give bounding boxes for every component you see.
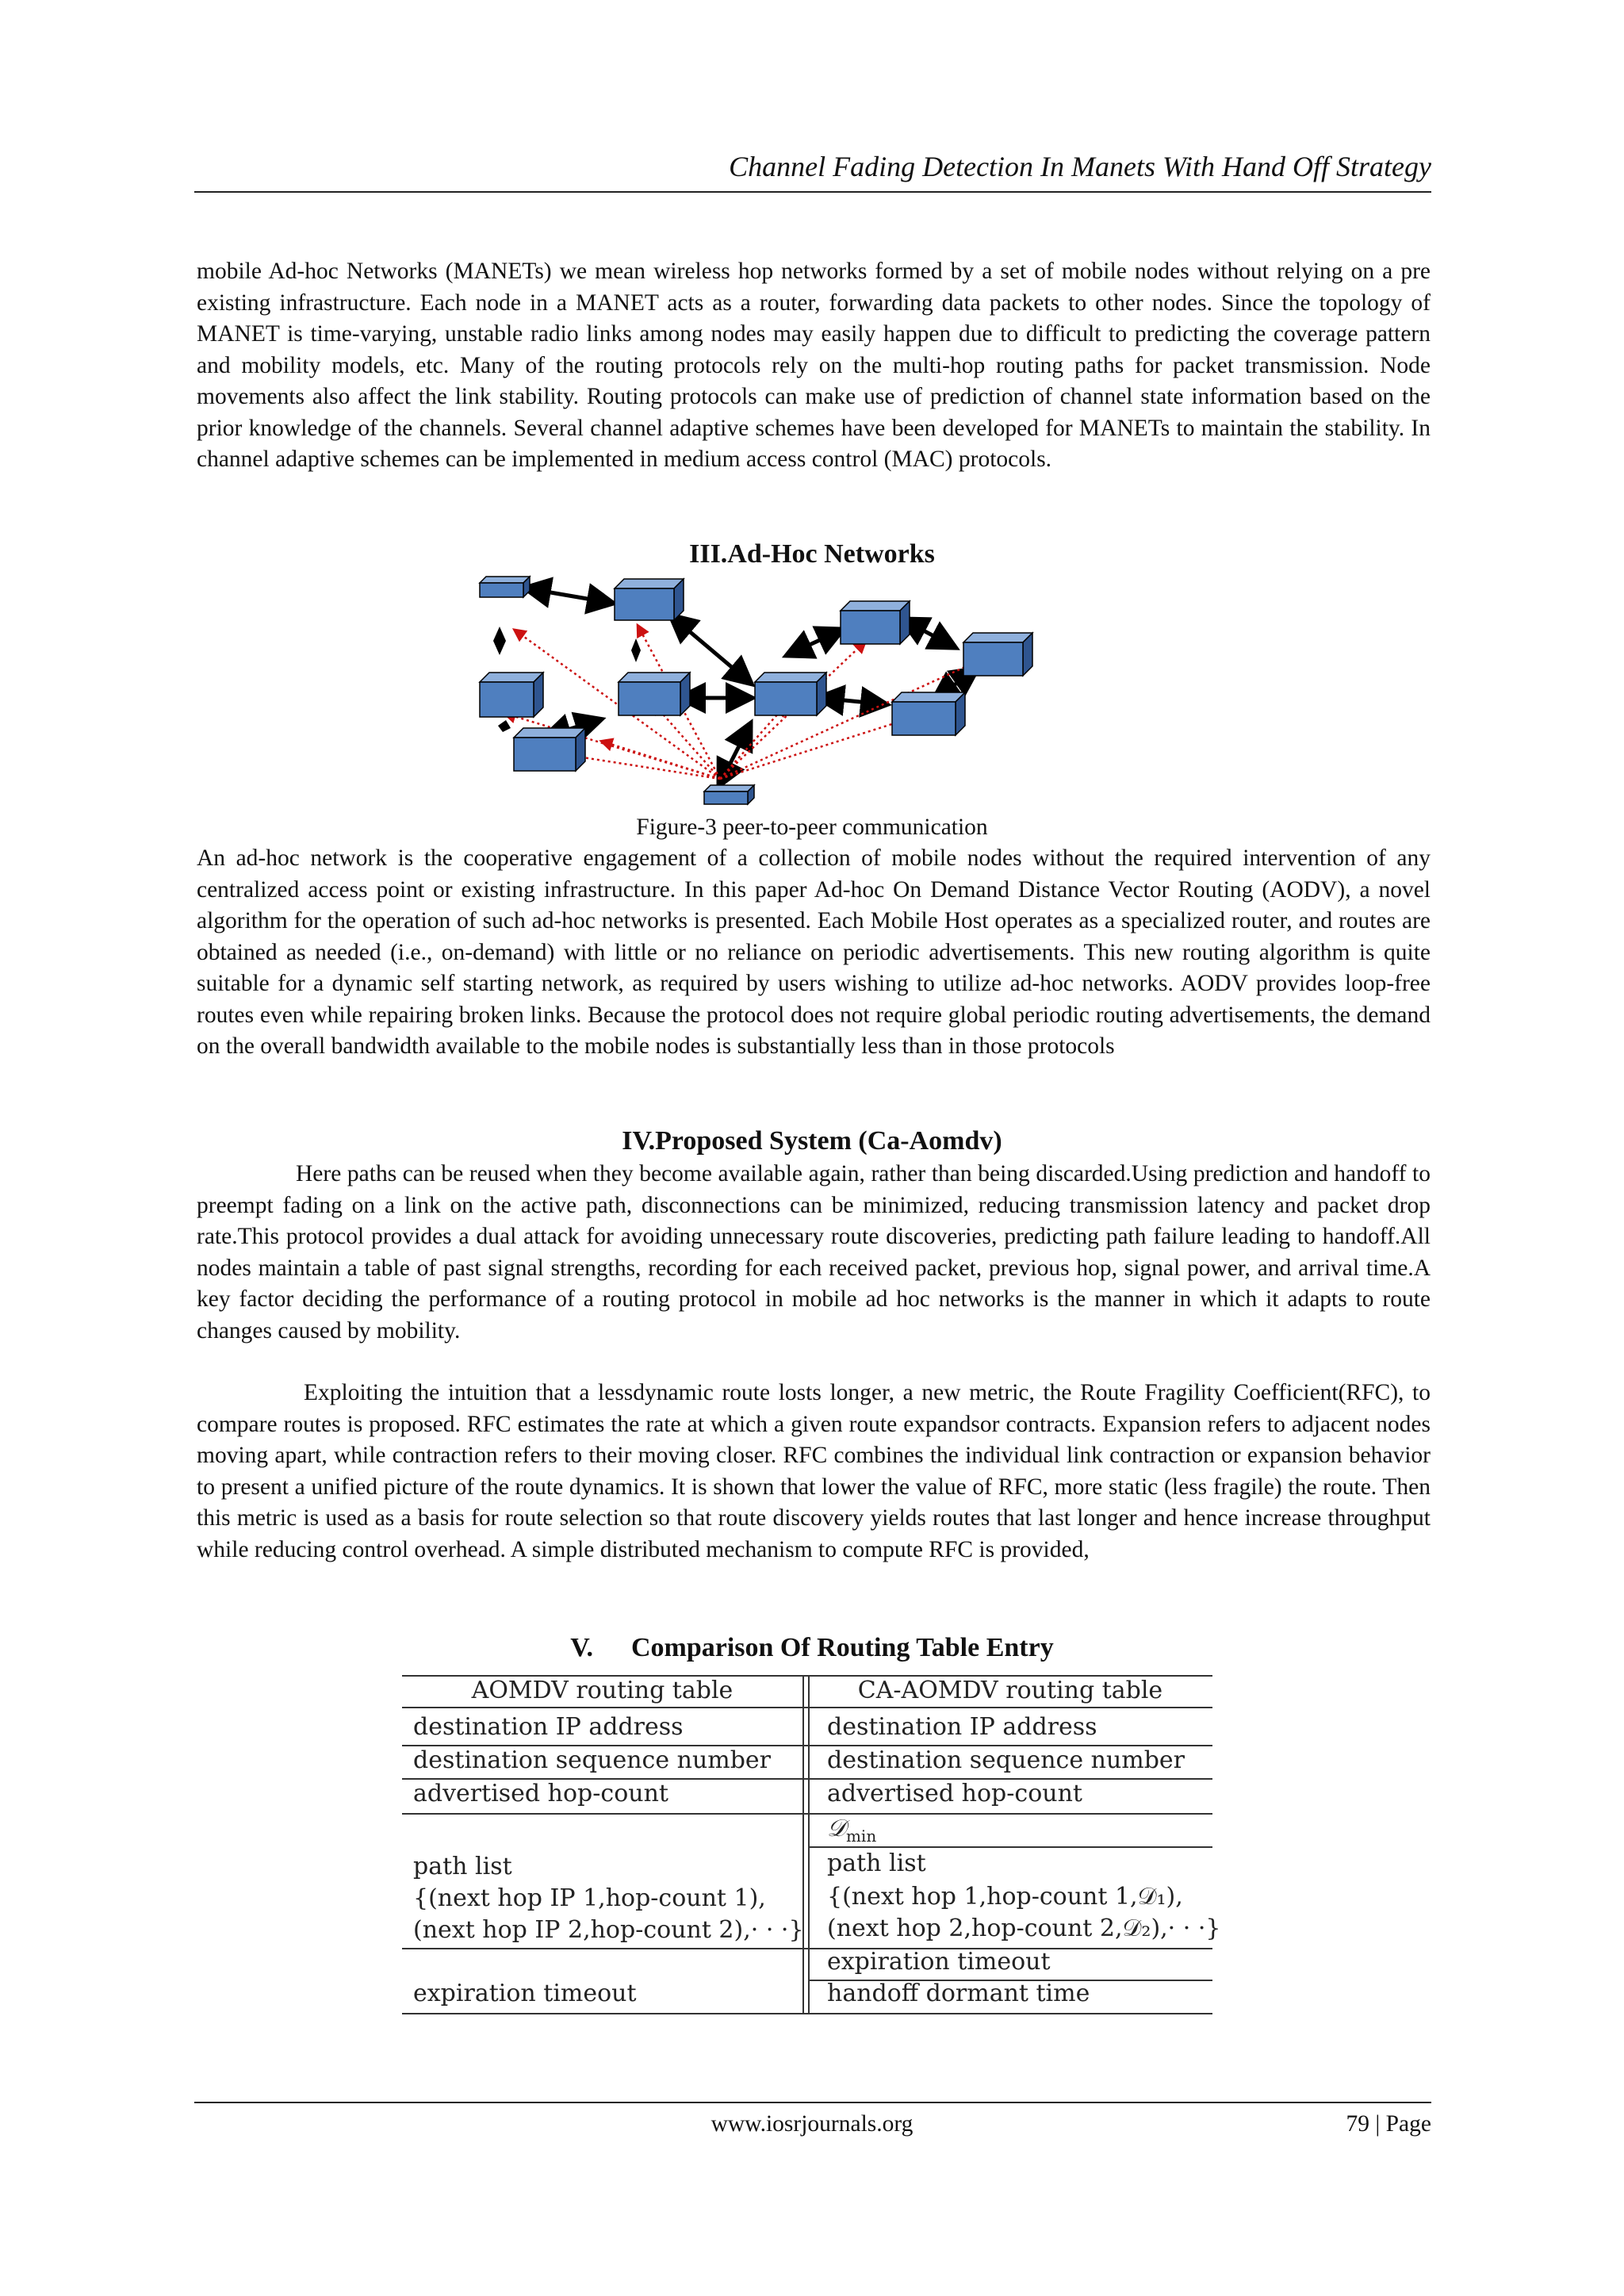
node-center-left bbox=[619, 673, 690, 715]
node-right bbox=[892, 692, 965, 735]
left-cell-dest-seq: destination sequence number bbox=[413, 1746, 772, 1774]
paragraph-proposed-1: Here paths can be reused when they become available again, rather than being discarded.Using prediction and handoff to preempt fading on a link on the active path, disconnections can be minimized, reducing transmission latency and packet drop rate.This protocol provides a dual attack for avoiding unnecessary route discoveries, predicting path failure leading to handoff.All nodes maintain a table of past signal strengths, recording for each received packet, previous hop, signal power, and arrival time.A key factor deciding the performance of a routing protocol in mobile ad hoc networks is the manner in which it adapts to route changes caused by mobility. bbox=[197, 1161, 1431, 1343]
link-center-to-right bbox=[821, 698, 884, 704]
left-cell-expiration: expiration timeout bbox=[413, 1980, 637, 2007]
right-cell-dest-seq: destination sequence number bbox=[827, 1746, 1185, 1774]
paragraph-adhoc: An ad-hoc network is the cooperative engagement of a collection of mobile nodes without the required intervention of any centralized access point or existing infrastructure. In this paper Ad-hoc On Demand Distance Vector Routing (AODV), a novel algorithm for the operation of such ad-hoc networks is presented. Each Mobile Host operates as a specialized router, and routes are obtained as needed (i.e., on-demand) with little or no reliance on periodic advertisements. This new routing algorithm is quite suitable for a dynamic self starting network, as required by users wishing to utilize ad-hoc networks. AODV provides loop-free routes even while repairing broken links. Because the protocol does not require global periodic routing advertisements, the demand on the overall bandwidth available to the mobile nodes is substantially less than in those protocols bbox=[197, 845, 1431, 1059]
right-cell-dmin bbox=[827, 1815, 876, 1846]
footer-page-number: 79 | Page bbox=[1346, 2111, 1431, 2137]
right-cell-path-list: path list bbox=[827, 1849, 926, 1877]
row-rule bbox=[402, 1948, 1212, 1949]
figure-caption: Figure-3 peer-to-peer communication bbox=[636, 815, 988, 840]
right-table-header: CA-AOMDV routing table bbox=[857, 1677, 1163, 1704]
left-cell-path-entry-2: (next hop IP 2,hop-count 2),· · ·} bbox=[413, 1916, 804, 1944]
dmin-subscript: min bbox=[845, 1826, 877, 1846]
footer-rule bbox=[194, 2102, 1431, 2103]
node-top-center bbox=[615, 579, 684, 620]
table-divider-left bbox=[802, 1675, 804, 2014]
table-divider-right bbox=[808, 1675, 810, 2014]
header-rule bbox=[402, 1707, 1212, 1708]
row-rule-right bbox=[808, 1846, 1212, 1848]
dmin-symbol: 𝒟 bbox=[827, 1815, 846, 1842]
heading-section-3: III.Ad-Hoc Networks bbox=[689, 539, 935, 569]
link-vertical-left bbox=[493, 627, 506, 655]
node-bottom-hub bbox=[704, 785, 754, 804]
link-top-right-to-far-right bbox=[904, 620, 953, 646]
node-bottom-left bbox=[514, 728, 585, 771]
link-top-left-to-top-center bbox=[527, 588, 611, 603]
right-cell-handoff-dormant: handoff dormant time bbox=[827, 1980, 1090, 2007]
peer-to-peer-diagram bbox=[468, 571, 1039, 809]
section-5-number: V. bbox=[570, 1633, 593, 1662]
header-rule bbox=[194, 191, 1431, 193]
running-title: Channel Fading Detection In Manets With Hand Off Strategy bbox=[729, 151, 1431, 182]
left-cell-path-entry-1: {(next hop IP 1,hop-count 1), bbox=[413, 1884, 766, 1912]
left-table-header: AOMDV routing table bbox=[471, 1677, 733, 1704]
right-cell-path-entry-2: (next hop 2,hop-count 2,𝒟₂),· · ·} bbox=[827, 1915, 1221, 1942]
node-far-right bbox=[963, 633, 1032, 676]
link-center-to-top-right bbox=[789, 631, 841, 654]
right-cell-hop-count: advertised hop-count bbox=[827, 1780, 1082, 1807]
heading-section-5 bbox=[0, 1631, 1624, 1665]
row-rule bbox=[402, 1813, 1212, 1815]
right-cell-dest-ip: destination IP address bbox=[827, 1713, 1097, 1741]
paragraph-proposed-2: Exploiting the intuition that a lessdynamic route losts longer, a new metric, the Route Fragility Coefficient(RFC), to compare routes is proposed. RFC estimates the rate at which a given route expandsor contracts. Expansion refers to adjacent nodes moving apart, while contraction refers to their moving closer. RFC combines the individual link contraction or expansion behavior to present a unified picture of the route dynamics. It is shown that lower the value of RFC, more static (less fragile) the route. Then this metric is used as a basis for route selection so that route discovery yields routes that last longer and hence increase throughput while reducing control overhead. A simple distributed mechanism to compute RFC is provided, bbox=[197, 1380, 1431, 1562]
node-center bbox=[755, 673, 826, 715]
link-star-left bbox=[498, 720, 511, 732]
node-left bbox=[480, 673, 543, 717]
node-top-right bbox=[841, 601, 910, 644]
paragraph-intro: mobile Ad-hoc Networks (MANETs) we mean wireless hop networks formed by a set of mobile nodes without relying on a pre existing infrastructure. Each node in a MANET acts as a router, forwarding data packets to other nodes. Since the topology of MANET is time-varying, unstable radio links among nodes may easily happen due to difficult to predicting the coverage pattern and mobility models, etc. Many of the routing protocols rely on the multi-hop routing paths for packet transmission. Node movements also affect the link stability. Routing protocols can make use of prediction of channel state information based on the prior knowledge of the channels. Several channel adaptive schemes have been developed for MANETs to maintain the stability. In channel adaptive schemes can be implemented in medium access control (MAC) protocols. bbox=[197, 259, 1431, 472]
node-small-top-left bbox=[480, 577, 530, 597]
left-cell-path-list: path list bbox=[413, 1853, 512, 1880]
dotted-to-bottom-left-b bbox=[603, 742, 720, 779]
right-cell-expiration: expiration timeout bbox=[827, 1948, 1051, 1976]
right-cell-path-entry-1: {(next hop 1,hop-count 1,𝒟₁), bbox=[827, 1883, 1183, 1911]
section-5-title: Comparison Of Routing Table Entry bbox=[630, 1633, 1054, 1662]
heading-section-4: IV.Proposed System (Ca-Aomdv) bbox=[622, 1126, 1002, 1156]
link-vertical-center-left bbox=[631, 638, 641, 662]
table-bottom-rule bbox=[402, 2013, 1212, 2014]
left-cell-dest-ip: destination IP address bbox=[413, 1713, 684, 1741]
footer-url: www.iosrjournals.org bbox=[710, 2111, 914, 2137]
left-cell-hop-count: advertised hop-count bbox=[413, 1780, 668, 1807]
